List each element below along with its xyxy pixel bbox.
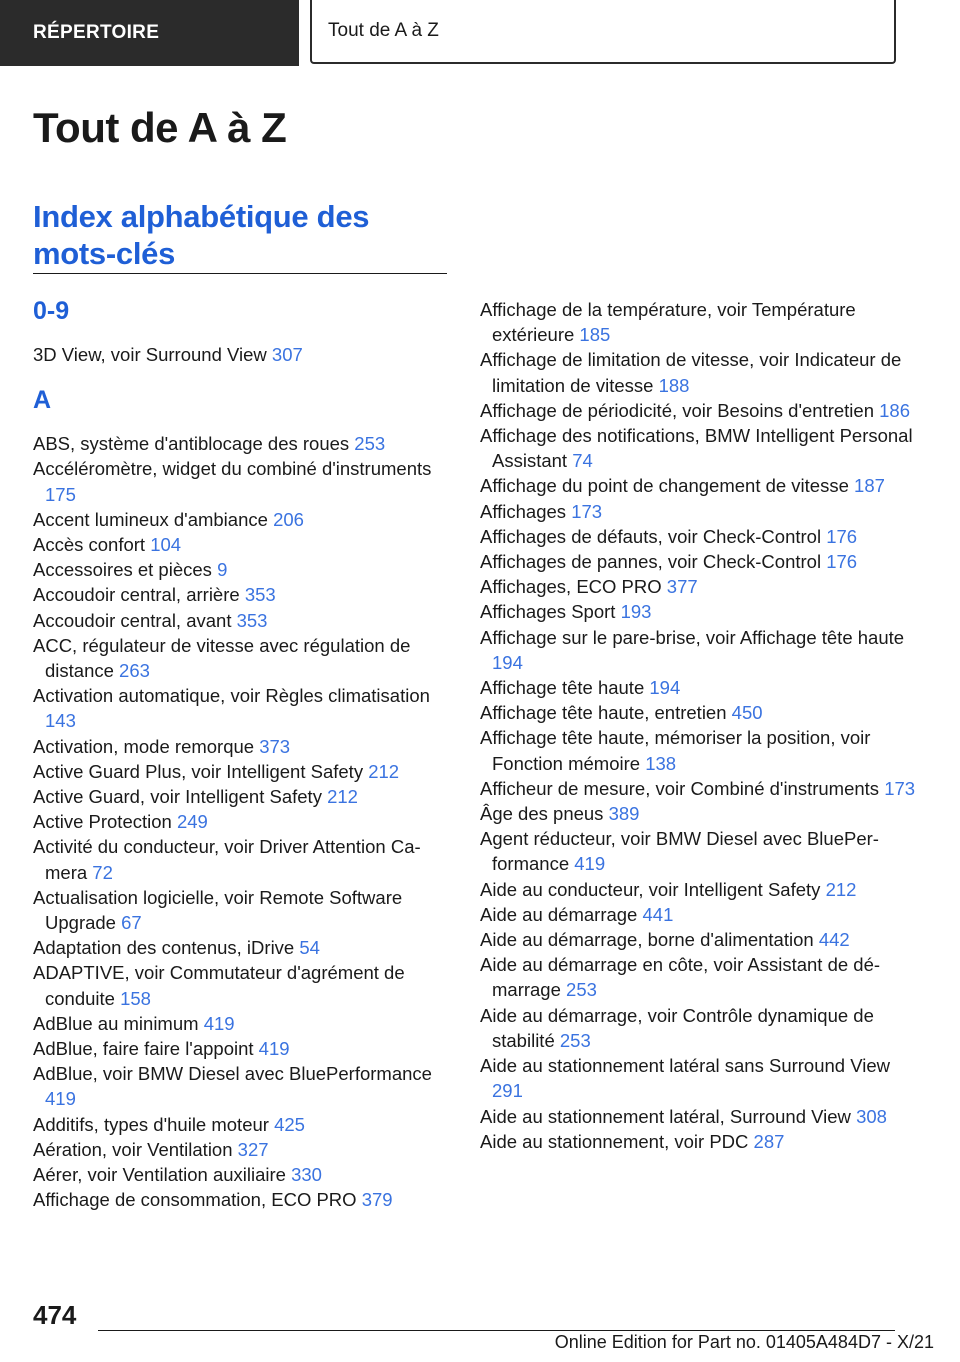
index-entry-page-link[interactable]: 72: [92, 861, 113, 883]
index-entry-page-link[interactable]: 158: [120, 987, 151, 1009]
index-entry-text: Affichages: [480, 500, 567, 522]
index-entry: [480, 725, 920, 775]
index-entry-text: Affichages, ECO PRO: [480, 576, 662, 598]
index-entry: [480, 574, 920, 599]
index-entry-text: Aide au stationnement, voir PDC: [480, 1130, 749, 1152]
index-entry-text: Aide au stationnement latéral, Surround View: [480, 1105, 851, 1127]
index-entry-page-link[interactable]: 143: [45, 710, 76, 732]
index-entry-text: Âge des pneus: [480, 803, 604, 825]
index-entry-page-link[interactable]: 307: [271, 344, 303, 365]
index-entry-page-link[interactable]: 327: [237, 1138, 269, 1160]
index-entry: [480, 675, 920, 700]
index-entry-page-link[interactable]: 138: [645, 752, 677, 774]
index-entry: [480, 826, 920, 876]
index-entry-text: Affichage tête haute, entretien: [480, 702, 727, 724]
footer-edition-text: Online Edition for Part no. 01405A484D7 - X/21: [554, 1332, 934, 1352]
index-entry-text: Affichage de la température, voir Température extérieure: [480, 299, 856, 346]
index-entry-page-link[interactable]: 193: [620, 601, 652, 623]
index-entry: [33, 633, 453, 683]
index-entry: [480, 423, 920, 473]
index-entry: [480, 927, 920, 952]
index-entry-page-link[interactable]: 353: [236, 609, 268, 631]
index-entry-text: Affichage du point de changement de vitesse: [480, 475, 849, 497]
index-entry-text: Activation automatique, voir Règles climatisation: [33, 685, 430, 707]
index-entry-page-link[interactable]: 253: [559, 1029, 591, 1051]
index-column-left: [33, 296, 453, 1213]
index-entry-page-link[interactable]: 54: [299, 937, 320, 959]
index-entry-text: Activation, mode remorque: [33, 735, 255, 757]
index-entry-page-link[interactable]: 188: [658, 374, 690, 396]
index-entry: [33, 960, 453, 1010]
index-entry-text: Affichages de pannes, voir Check-Control: [480, 551, 822, 573]
index-entry-text: Affichage tête haute: [480, 677, 645, 699]
index-entry-page-link[interactable]: 9: [217, 559, 228, 581]
index-entry-text: Aide au conducteur, voir Intelligent Safety: [480, 878, 821, 900]
section-tab[interactable]: RÉPERTOIRE: [0, 0, 299, 66]
index-entry-text: AdBlue, faire faire l'appoint: [33, 1038, 254, 1060]
index-entry-page-link[interactable]: 173: [884, 777, 916, 799]
index-entry-text: Additifs, types d'huile moteur: [33, 1113, 269, 1135]
index-entry-text: ABS, système d'antiblocage des roues: [33, 433, 350, 455]
index-entry-page-link[interactable]: 389: [608, 803, 640, 825]
section-heading: 0-9: [33, 297, 70, 325]
index-entry-text: Aide au démarrage, borne d'alimentation: [480, 929, 814, 951]
index-entry-text: Active Guard, voir Intelligent Safety: [33, 786, 322, 808]
index-entry: [33, 885, 453, 935]
index-entry-text: AdBlue au minimum: [33, 1012, 199, 1034]
index-entry-text: Aide au démarrage: [480, 903, 638, 925]
index-entry-text: Affichage de périodicité, voir Besoins d'entretien: [480, 399, 874, 421]
index-entry: [33, 582, 453, 607]
index-entry: [33, 557, 453, 582]
index-entry-page-link[interactable]: 379: [361, 1189, 393, 1211]
index-entry-page-link[interactable]: 206: [273, 508, 304, 530]
index-entry: [33, 759, 453, 784]
page-title: Tout de A à Z: [33, 104, 287, 151]
index-entry: [480, 952, 920, 1002]
index-entry-page-link[interactable]: 287: [753, 1130, 785, 1152]
index-entry: [33, 734, 453, 759]
index-entry-text: Aide au démarrage, voir Contrôle dynamique de stabilité: [480, 1004, 874, 1051]
index-entry: [480, 599, 920, 624]
footer-divider: [98, 1330, 895, 1331]
index-entry-text: Accoudoir central, arrière: [33, 584, 240, 606]
index-entry: [480, 801, 920, 826]
index-entry-text: Aérer, voir Ventilation auxiliaire: [33, 1164, 286, 1186]
index-entry-text: Aide au stationnement latéral sans Surround View: [480, 1055, 890, 1077]
index-entry: [480, 1129, 920, 1154]
index-entry-text: Affichage de limitation de vitesse, voir Indicateur de limitation de vitesse: [480, 349, 902, 396]
index-entry: [33, 1061, 453, 1111]
index-entry: [480, 499, 920, 524]
index-entry-text: Afficheur de mesure, voir Combiné d'instruments: [480, 777, 880, 799]
index-column-right: [480, 297, 920, 1154]
index-entry: [480, 524, 920, 549]
index-entry: [33, 608, 453, 633]
index-entry-page-link[interactable]: 263: [119, 660, 150, 682]
index-entry-text: Aération, voir Ventilation: [33, 1138, 233, 1160]
index-entry-text: Accessoires et pièces: [33, 559, 212, 581]
index-entry: [480, 902, 920, 927]
subtitle-divider: [33, 273, 447, 274]
index-entry: [33, 342, 453, 367]
index-entry-text: AdBlue, voir BMW Diesel avec BluePerformance: [33, 1063, 432, 1085]
index-entry: [33, 1036, 453, 1061]
index-entry-page-link[interactable]: 291: [492, 1080, 523, 1102]
index-entry: [33, 1162, 453, 1187]
index-entry: [33, 507, 453, 532]
index-entry: [480, 1104, 920, 1129]
index-entry-text: ACC, régulateur de vitesse avec régulation de distance: [33, 634, 411, 682]
page-number: 474: [33, 1300, 77, 1330]
index-entry: [33, 532, 453, 557]
index-entry-text: ADAPTIVE, voir Commutateur d'agrément de conduite: [33, 962, 405, 1009]
index-entry-page-link[interactable]: 185: [579, 324, 611, 346]
index-entry-page-link[interactable]: 187: [854, 475, 885, 497]
index-entry-text: Affichages de défauts, voir Check-Control: [480, 525, 822, 547]
index-entry-text: 3D View, voir Surround View: [33, 344, 267, 365]
index-entry-text: Affichage des notifications, BMW Intelligent Personal Assistant: [480, 425, 913, 472]
index-entry-page-link[interactable]: 308: [856, 1105, 887, 1127]
index-entry: [33, 1137, 453, 1162]
index-entry: [480, 625, 920, 675]
index-entry-page-link[interactable]: 175: [45, 483, 76, 505]
index-entry-page-link[interactable]: 419: [203, 1012, 235, 1034]
chapter-tab[interactable]: Tout de A à Z: [310, 0, 896, 64]
index-entry: [33, 431, 453, 456]
index-entry: [480, 473, 920, 498]
index-entry: [480, 398, 920, 423]
index-entry-text: Affichage de consommation, ECO PRO: [33, 1189, 357, 1211]
index-entry-page-link[interactable]: 212: [368, 760, 400, 782]
index-entry: [33, 1011, 453, 1036]
index-entry-page-link[interactable]: 249: [176, 811, 208, 833]
index-entry-page-link[interactable]: 441: [642, 903, 674, 925]
index-entry: [33, 935, 453, 960]
index-entry-page-link[interactable]: 373: [259, 735, 291, 757]
index-entry-text: Actualisation logicielle, voir Remote Software Upgrade: [33, 886, 403, 934]
index-entry: [33, 456, 453, 506]
index-entry: [480, 549, 920, 574]
index-entry: [33, 784, 453, 809]
index-entry: [480, 700, 920, 725]
index-entry: [33, 683, 453, 733]
index-entry-page-link[interactable]: 74: [572, 450, 593, 472]
index-entry-text: Affichages Sport: [480, 601, 616, 623]
index-entry-text: Active Guard Plus, voir Intelligent Safety: [33, 760, 364, 782]
index-entry-page-link[interactable]: 419: [258, 1038, 290, 1060]
index-entry: [33, 809, 453, 834]
section-heading: A: [33, 386, 52, 415]
index-entry-page-link[interactable]: 212: [327, 786, 358, 808]
index-entry-page-link[interactable]: 330: [291, 1164, 322, 1186]
index-entry-text: Accent lumineux d'ambiance: [33, 508, 268, 530]
index-entry: [480, 1003, 920, 1053]
index-entry-text: Adaptation des contenus, iDrive: [33, 937, 295, 959]
page-subtitle: Index alphabétique des mots-clés: [33, 199, 370, 271]
index-entry-text: Affichage tête haute, mémoriser la position, voir Fonction mémoire: [480, 727, 871, 774]
index-entry: [480, 347, 920, 397]
index-entry: [33, 834, 453, 884]
index-entry: [480, 1053, 920, 1103]
index-entry-page-link[interactable]: 450: [731, 702, 763, 724]
index-entry-page-link[interactable]: 442: [818, 929, 850, 951]
index-entry-text: Accoudoir central, avant: [33, 609, 232, 631]
index-entry-page-link[interactable]: 67: [121, 912, 142, 934]
index-entry-page-link[interactable]: 104: [150, 534, 182, 556]
index-entry-page-link[interactable]: 194: [649, 677, 681, 699]
index-entry-page-link[interactable]: 212: [825, 878, 857, 900]
index-entry-text: Active Protection: [33, 811, 172, 833]
index-entry-page-link[interactable]: 253: [354, 433, 386, 455]
index-entry-page-link[interactable]: 353: [244, 584, 276, 606]
index-entry-page-link[interactable]: 176: [826, 525, 858, 547]
index-entry-text: Accéléromètre, widget du combiné d'instruments: [33, 458, 432, 480]
index-entry: [33, 1112, 453, 1137]
index-entry-page-link[interactable]: 176: [826, 551, 858, 573]
index-entry: [480, 776, 920, 801]
index-entry-page-link[interactable]: 419: [45, 1088, 76, 1110]
index-entry: [480, 297, 920, 347]
index-entry-page-link[interactable]: 194: [492, 651, 523, 673]
index-entry-text: Activité du conducteur, voir Driver Attention Camera: [33, 836, 421, 883]
index-entry-page-link[interactable]: 419: [574, 853, 606, 875]
index-entry-text: Affichage sur le pare-brise, voir Affichage tête haute: [480, 626, 905, 648]
index-entry: [33, 1187, 453, 1212]
index-entry-page-link[interactable]: 173: [571, 500, 603, 522]
index-entry: [480, 877, 920, 902]
index-entry-text: Accès confort: [33, 534, 146, 556]
index-entry-page-link[interactable]: 425: [274, 1113, 305, 1135]
index-entry-text: Agent réducteur, voir BMW Diesel avec BluePerformance: [480, 828, 879, 875]
index-entry-page-link[interactable]: 377: [666, 576, 698, 598]
index-entry-text: Aide au démarrage en côte, voir Assistant de démarrage: [480, 954, 881, 1001]
index-entry-page-link[interactable]: 186: [879, 399, 910, 421]
index-entry-page-link[interactable]: 253: [566, 979, 597, 1001]
